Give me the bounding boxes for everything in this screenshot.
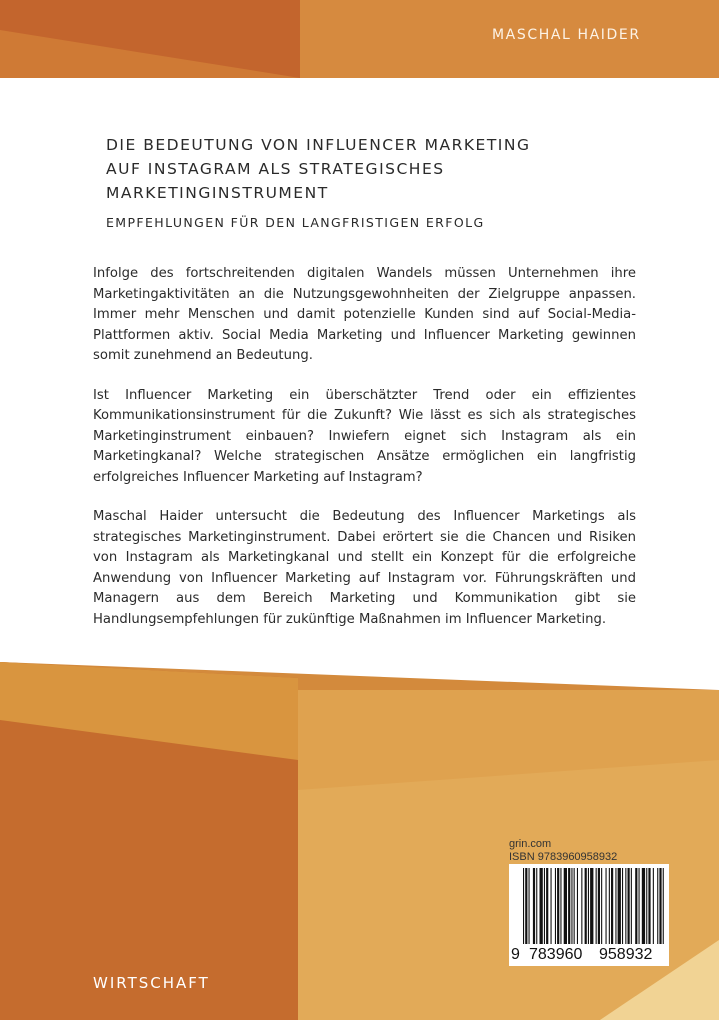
barcode-bar [551, 868, 552, 944]
barcode-bar [639, 868, 640, 944]
author-name: MASCHAL HAIDER [492, 27, 641, 43]
barcode-bar [529, 868, 530, 944]
barcode-bar [601, 868, 602, 944]
barcode-bar [564, 868, 567, 944]
barcode-bar [568, 868, 570, 944]
barcode-bar [546, 868, 548, 944]
barcode-bar [571, 868, 572, 944]
barcode-bar [657, 868, 658, 944]
barcode-digit-group-right: 958932 [599, 946, 653, 963]
title-line: MARKETINGINSTRUMENT [106, 184, 329, 202]
barcode-bar [625, 868, 626, 944]
barcode-bar [574, 868, 575, 944]
blurb [93, 264, 636, 649]
book-subtitle: EMPFEHLUNGEN FÜR DEN LANGFRISTIGEN ERFOLG [106, 215, 485, 230]
blurb-paragraph: Infolge des fortschreitenden digitalen Wandels müssen Unternehmen ihre Marketingaktivitäten an die Nutzungsgewohnheiten der Zielgruppe anpassen. Immer mehr Menschen und damit potenzielle Kunden sind auf Social-Media-Plattformen aktiv. Social Media Marketing und Influencer Marketing gewinnen somit zunehmend an Bedeutung. [93, 266, 636, 363]
book-title [106, 133, 566, 205]
barcode-bar [642, 868, 645, 944]
barcode-bar [615, 868, 616, 944]
barcode-digit-prefix: 9 [511, 946, 520, 963]
barcode-bar [635, 868, 637, 944]
barcode-bar [544, 868, 545, 944]
barcode-digit-group-left: 783960 [529, 946, 583, 963]
blurb-paragraph: Ist Influencer Marketing ein überschätzter Trend oder ein effizientes Kommunikationsinstrument für die Zukunft? Wie lässt es sich als strategisches Marketinginstrument einbauen? Inwiefern eignet sich Instagram als ein Marketingkanal? Welche strategischen Ansätze ermöglichen ein langfristig erfolgreiches Influencer Marketing auf Instagram? [93, 387, 636, 485]
barcode-bar [581, 868, 582, 944]
barcode-bar [611, 868, 613, 944]
barcode-bar [628, 868, 630, 944]
barcode-bar [540, 868, 543, 944]
barcode-bar [598, 868, 600, 944]
barcode-bar [557, 868, 559, 944]
barcode-bar [622, 868, 623, 944]
barcode-bar [555, 868, 556, 944]
publisher-site: grin.com [509, 838, 552, 850]
barcode-bar [631, 868, 632, 944]
barcode-bar [648, 868, 650, 944]
barcode-bar [585, 868, 587, 944]
barcode-bar [646, 868, 647, 944]
isbn-label: ISBN 9783960958932 [509, 851, 618, 863]
barcode-bar [596, 868, 597, 944]
category-label: WIRTSCHAFT [93, 974, 210, 992]
blurb-paragraph: Maschal Haider untersucht die Bedeutung des Influencer Marketings als strategisches Marketinginstrument. Dabei erörtert sie die Chancen und Risiken von Instagram als Marketingkanal und stellt ein Konzept für die erfolgreiche Anwendung von Influencer Marketing auf Instagram vor. Führungskräften und Managern aus dem Bereich Marketing und Kommunikation gibt sie Handlungsempfehlungen für zukünftige Maßnahmen im Influencer Marketing. [93, 509, 636, 627]
barcode-bar [606, 868, 607, 944]
barcode-bar [653, 868, 654, 944]
title-line: DIE BEDEUTUNG VON INFLUENCER MARKETING [106, 136, 531, 154]
barcode-bar [533, 868, 535, 944]
barcode-bar [609, 868, 610, 944]
barcode-bar [618, 868, 621, 944]
barcode-bar [560, 868, 561, 944]
barcode-bar [536, 868, 537, 944]
barcode-bar [577, 868, 578, 944]
title-line: AUF INSTAGRAM ALS STRATEGISCHES [106, 160, 445, 178]
barcode-digits [509, 944, 669, 966]
